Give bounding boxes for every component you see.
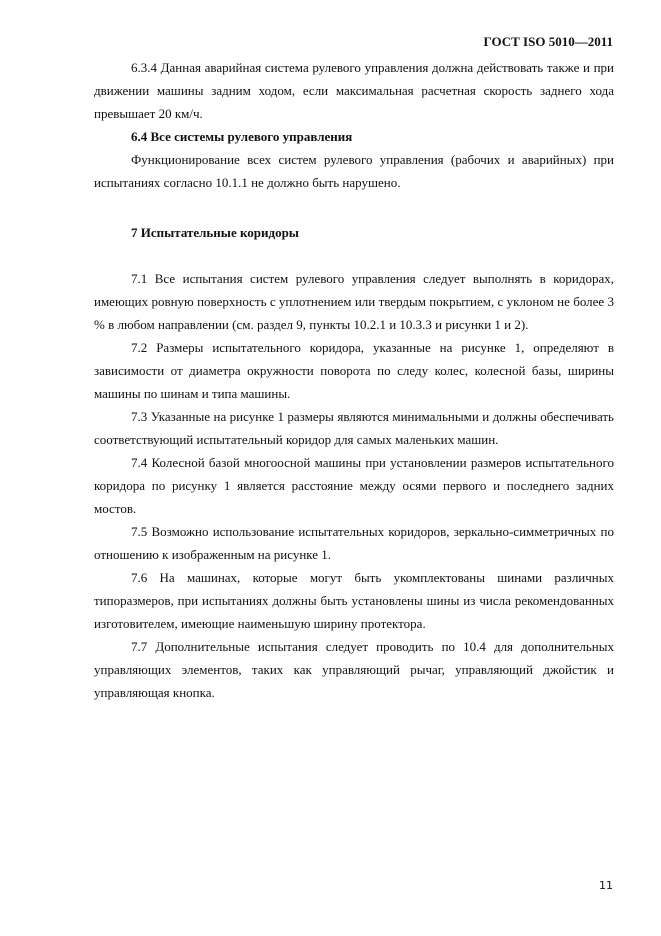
- paragraph-7-3: 7.3 Указанные на рисунке 1 размеры являются минимальными и должны обеспечивать соответствующий испытательный коридор для самых маленьких машин.: [94, 409, 614, 447]
- paragraph-7-1: 7.1 Все испытания систем рулевого управления следует выполнять в коридорах, имеющих ровную поверхность с уплотнением или твердым покрытием, с уклоном не более 3 % в любом направлении (см. раздел 9, пункты 10.2.1 и 10.3.3 и рисунки 1 и 2).: [94, 271, 614, 332]
- paragraph-7-6: 7.6 На машинах, которые могут быть укомплектованы шинами различных типоразмеров, при испытаниях должны быть установлены шины из числа рекомендованных изготовителем, имеющие наименьшую ширину протектора.: [94, 570, 614, 631]
- standard-code-header: ГОСТ ISO 5010—2011: [483, 34, 613, 49]
- paragraph-6-3-4: 6.3.4 Данная аварийная система рулевого управления должна действовать также и при движении машины задним ходом, если максимальная расчетная скорость заднего хода превышает 20 км/ч.: [94, 60, 614, 121]
- page-number: 11: [599, 879, 613, 892]
- subsection-title: 6.4 Все системы рулевого управления: [131, 129, 353, 144]
- paragraph-7-4: 7.4 Колесной базой многоосной машины при установлении размеров испытательного коридора по рисунку 1 является расстояние между осями первого и последнего задних мостов.: [94, 455, 614, 516]
- paragraph-7-5: 7.5 Возможно использование испытательных коридоров, зеркально-симметричных по отношению к изображенным на рисунке 1.: [94, 524, 614, 562]
- page-content: [94, 56, 614, 704]
- subsection-text: Функционирование всех систем рулевого управления (рабочих и аварийных) при испытаниях согласно 10.1.1 не должно быть нарушено.: [94, 152, 614, 190]
- paragraph-7-7: 7.7 Дополнительные испытания следует проводить по 10.4 для дополнительных управляющих элементов, таких как управляющий рычаг, управляющий джойстик и управляющая кнопка.: [94, 639, 614, 700]
- section-title: 7 Испытательные коридоры: [131, 225, 299, 240]
- paragraph-7-2: 7.2 Размеры испытательного коридора, указанные на рисунке 1, определяют в зависимости от диаметра окружности поворота по следу колес, колесной базы, ширины машины по шинам и типа машины.: [94, 340, 614, 401]
